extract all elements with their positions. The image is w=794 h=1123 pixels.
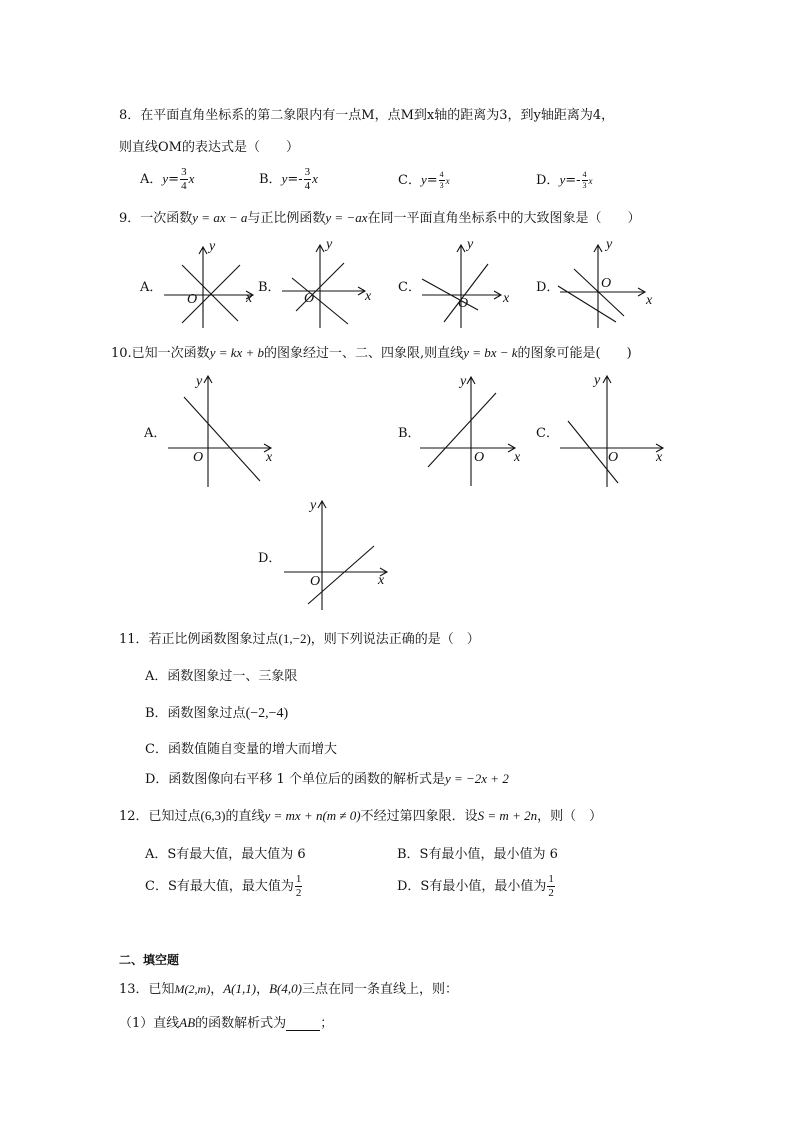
q9a-x-label: x (246, 291, 253, 306)
q9-stem: 9．一次函数y = ax − a与正比例函数y = −ax在同一平面直角坐标系中的大致图象是（ ） (119, 210, 641, 226)
q9b-origin-label: O (304, 291, 315, 306)
q9c-origin-label: O (458, 296, 469, 311)
q10a-x-label: x (266, 450, 273, 465)
q10a-origin-label: O (193, 450, 204, 465)
q13-stem: 13．已知M(2,m)，A(1,1)，B(4,0)三点在同一条直线上，则： (119, 981, 458, 997)
q13-sub1: （1）直线AB的函数解析式为 ； (119, 1015, 334, 1031)
q12-option-a[interactable]: A．S有最大值，最大值为 6 (145, 847, 306, 862)
q8-option-a[interactable]: A．y= $\frac{3}{4}$ x (140, 166, 195, 192)
q9b-y-label: y (326, 237, 333, 252)
q9b-x-label: x (365, 289, 372, 304)
q10d-y-label: y (310, 498, 317, 513)
q8-stem-line2: 则直线OM的表达式是（ ） (119, 140, 299, 155)
q9-graph-b[interactable] (278, 236, 378, 331)
q12-option-b[interactable]: B．S有最小值，最小值为 6 (397, 847, 558, 862)
q10-stem: 10.已知一次函数y = kx + b的图象经过一、二、四象限,则直线y = bx − k的图象可能是( ) (111, 345, 632, 361)
q10-label-c[interactable]: C． (536, 426, 559, 441)
q9c-y-label: y (467, 237, 474, 252)
q9-graph-d[interactable] (556, 236, 656, 331)
q10-graph-d[interactable] (282, 496, 397, 616)
q9-label-b[interactable]: B． (258, 280, 281, 295)
q9-graph-a[interactable] (160, 236, 260, 331)
q11-option-b[interactable]: B．函数图象过点(−2,−4) (145, 706, 289, 721)
q9-graph-c[interactable] (416, 236, 516, 331)
q10b-x-label: x (514, 450, 521, 465)
q9c-x-label: x (503, 291, 510, 306)
q10a-y-label: y (196, 374, 203, 389)
q9d-y-label: y (606, 237, 613, 252)
q10-graph-a[interactable] (166, 371, 281, 491)
q11-option-d[interactable]: D．函数图像向右平移 1 个单位后的函数的解析式是y = −2x + 2 (145, 771, 509, 787)
q10d-x-label: x (378, 573, 385, 588)
q10-label-a[interactable]: A． (144, 426, 167, 441)
q12-stem: 12．已知过点(6,3)的直线y = mx + n(m ≠ 0)不经过第四象限．设S = m + 2n，则（ ） (119, 808, 603, 824)
q11-option-c[interactable]: C．函数值随自变量的增大而增大 (145, 742, 337, 757)
section-title: 二、填空题 (119, 953, 180, 967)
q9a-y-label: y (209, 239, 216, 254)
q9-label-d[interactable]: D． (536, 280, 560, 295)
q11-point: (1,−2) (278, 631, 311, 646)
q13-answer-blank[interactable] (286, 1018, 320, 1031)
q9-label-a[interactable]: A． (140, 280, 163, 295)
q12-option-d[interactable]: D．S有最小值，最小值为 $\frac{1}{2}$ (397, 873, 554, 899)
q10-graph-b[interactable] (418, 373, 533, 493)
q10c-origin-label: O (608, 450, 619, 465)
q10c-x-label: x (656, 450, 663, 465)
q9-label-c[interactable]: C． (398, 280, 421, 295)
q10c-y-label: y (594, 373, 601, 388)
q10-label-b[interactable]: B． (398, 426, 421, 441)
q8-option-d[interactable]: D．y=- $\frac{4}{3}$ x (536, 170, 593, 190)
q10b-y-label: y (460, 374, 467, 389)
q8-stem-line1: 8．在平面直角坐标系的第二象限内有一点M，点M到x轴的距离为3，到y轴距离为4， (119, 108, 615, 123)
q8-option-b[interactable]: B．y=- $\frac{3}{4}$ x (259, 166, 318, 192)
q11-stem: 11．若正比例函数图象过点(1,−2)，则下列说法正确的是（ ） (119, 631, 480, 647)
q12-option-c[interactable]: C．S有最大值，最大值为 $\frac{1}{2}$ (145, 873, 302, 899)
q10b-origin-label: O (474, 450, 485, 465)
q9d-x-label: x (646, 293, 653, 308)
q9d-origin-label: O (601, 276, 612, 291)
q10d-origin-label: O (310, 574, 321, 589)
q9a-origin-label: O (187, 292, 198, 307)
q10-graph-c[interactable] (558, 371, 673, 491)
q10-label-d[interactable]: D． (258, 551, 282, 566)
q11-option-a[interactable]: A．函数图象过一、三象限 (145, 669, 298, 684)
q8-option-c[interactable]: C．y= $\frac{4}{3}$ x (398, 170, 450, 190)
